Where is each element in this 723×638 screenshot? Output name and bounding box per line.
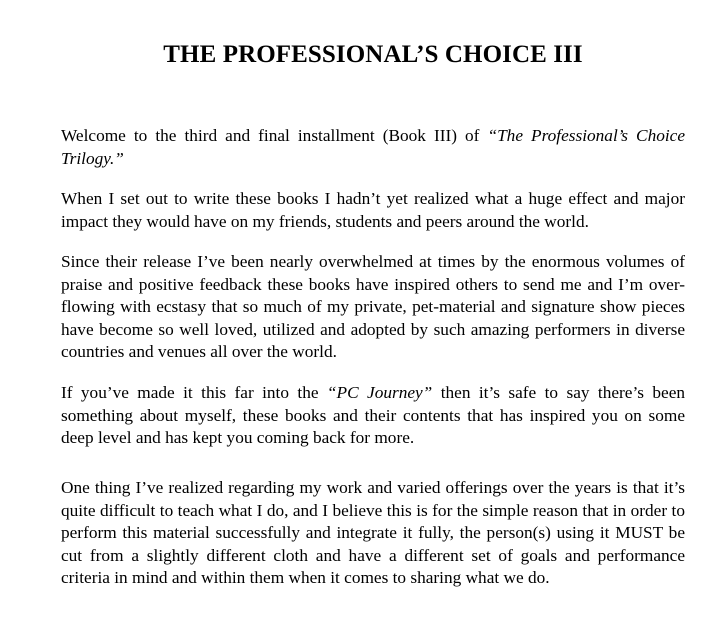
- paragraph-journey: [61, 382, 685, 450]
- paragraph-journey-text: If you’ve made it this far into the: [61, 383, 327, 402]
- book-series-title: “The Professional’s Choice Trilogy.”: [61, 126, 685, 168]
- paragraph-journey-tail: then it’s safe to say there’s been something about myself, these books and their contents that has inspired you on some deep level and has kept you coming back for more.: [61, 383, 685, 447]
- paragraph-release: Since their release I’ve been nearly overwhelmed at times by the enormous volumes of praise and positive feedback these books have inspired others to send me and I’m over-flowing with ecstasy that so much of my private, pet-material and signature show pieces have become so well loved, utilized and adopted by such amazing performers in diverse countries and venues all over the world.: [61, 252, 685, 361]
- paragraph-impact: When I set out to write these books I hadn’t yet realized what a huge effect and major impact they would have on my friends, students and peers around the world.: [61, 189, 685, 231]
- pc-journey-phrase: “PC Journey”: [326, 383, 433, 402]
- page-title: THE PROFESSIONAL’S CHOICE III: [163, 41, 583, 68]
- paragraph-welcome: [61, 125, 685, 170]
- paragraph-teaching: One thing I’ve realized regarding my work and varied offerings over the years is that it’s quite difficult to teach what I do, and I believe this is for the simple reason that in order to perform this material successfully and integrate it fully, the person(s) using it MUST be cut from a slightly different cloth and have a different set of goals and performance criteria in mind and within them when it comes to sharing what we do.: [61, 478, 685, 587]
- paragraph-welcome-text: Welcome to the third and final installment (Book III) of: [61, 126, 488, 145]
